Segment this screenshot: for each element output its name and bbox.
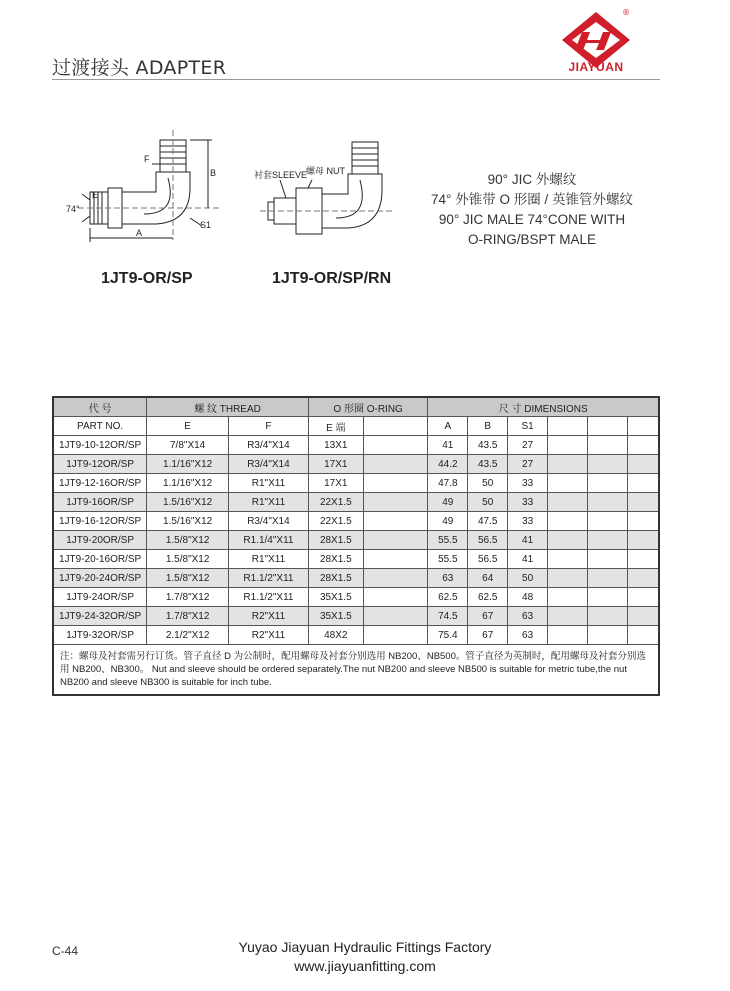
cell-dim-s1: 27 — [508, 455, 548, 474]
cell-blank — [363, 455, 428, 474]
cell-blank — [627, 436, 659, 455]
cell-blank — [627, 531, 659, 550]
table-group-header-row — [53, 397, 659, 417]
table-row — [53, 607, 659, 626]
description-line: 90° JIC 外螺纹 — [487, 172, 577, 187]
cell-dim-b: 64 — [468, 569, 508, 588]
company-name: Yuyao Jiayuan Hydraulic Fittings Factory — [238, 939, 492, 955]
cell-blank — [587, 531, 627, 550]
cell-dim-a: 55.5 — [428, 550, 468, 569]
dim-label-e: E — [92, 190, 99, 200]
cell-blank — [587, 512, 627, 531]
cell-thread-f: R1.1/4"X11 — [229, 531, 309, 550]
cell-blank — [627, 512, 659, 531]
description-line: 90° JIC MALE 74°CONE WITH — [438, 212, 626, 227]
cell-blank — [627, 455, 659, 474]
cell-dim-b: 50 — [468, 474, 508, 493]
description-line: 74° 外锥带 O 形圈 / 英锥管外螺纹 — [431, 192, 633, 207]
cell-oring: 35X1.5 — [308, 607, 363, 626]
cell-part-no: 1JT9-32OR/SP — [53, 626, 147, 645]
cell-blank — [363, 607, 428, 626]
header-rule — [52, 79, 660, 80]
cell-oring: 35X1.5 — [308, 588, 363, 607]
cell-thread-e: 1.1/16"X12 — [147, 455, 229, 474]
cell-blank — [587, 607, 627, 626]
cell-blank — [548, 626, 588, 645]
header-part-no: PART NO. — [53, 417, 147, 436]
cell-blank — [627, 550, 659, 569]
cell-blank — [548, 607, 588, 626]
cell-thread-e: 1.5/8"X12 — [147, 550, 229, 569]
specification-table — [52, 396, 660, 696]
elbow-fitting-drawing-left — [60, 130, 230, 250]
page-title: 过渡接头 ADAPTER — [52, 57, 227, 79]
cell-thread-e: 2.1/2"X12 — [147, 626, 229, 645]
cell-blank — [587, 550, 627, 569]
fitting-description — [412, 170, 652, 250]
cell-dim-b: 43.5 — [468, 455, 508, 474]
table-row — [53, 550, 659, 569]
sleeve-label: 衬套SLEEVE — [254, 170, 308, 180]
header-dimensions: 尺 寸 DIMENSIONS — [428, 397, 659, 417]
cell-dim-s1: 27 — [508, 436, 548, 455]
cell-dim-a: 41 — [428, 436, 468, 455]
cell-oring: 48X2 — [308, 626, 363, 645]
cell-blank — [548, 550, 588, 569]
cell-blank — [363, 626, 428, 645]
cell-oring: 28X1.5 — [308, 531, 363, 550]
cell-part-no: 1JT9-12OR/SP — [53, 455, 147, 474]
cell-blank — [587, 436, 627, 455]
header-blank — [587, 417, 627, 436]
cell-dim-b: 62.5 — [468, 588, 508, 607]
cell-blank — [363, 474, 428, 493]
cell-dim-s1: 33 — [508, 474, 548, 493]
cell-oring: 17X1 — [308, 455, 363, 474]
cell-part-no: 1JT9-20-16OR/SP — [53, 550, 147, 569]
cell-blank — [548, 569, 588, 588]
cell-blank — [363, 436, 428, 455]
header-blank — [548, 417, 588, 436]
table-sub-header-row — [53, 417, 659, 436]
cell-thread-f: R1.1/2"X11 — [229, 569, 309, 588]
cell-oring: 22X1.5 — [308, 512, 363, 531]
cell-part-no: 1JT9-20OR/SP — [53, 531, 147, 550]
cell-blank — [363, 588, 428, 607]
cell-dim-s1: 48 — [508, 588, 548, 607]
cell-part-no: 1JT9-10-12OR/SP — [53, 436, 147, 455]
cell-blank — [587, 455, 627, 474]
table-row — [53, 455, 659, 474]
cell-dim-s1: 41 — [508, 550, 548, 569]
dim-label-f: F — [144, 154, 150, 164]
cell-dim-a: 62.5 — [428, 588, 468, 607]
table-row — [53, 626, 659, 645]
cell-blank — [587, 569, 627, 588]
description-line: O-RING/BSPT MALE — [467, 232, 597, 247]
cell-thread-e: 1.5/16"X12 — [147, 512, 229, 531]
header-s1: S1 — [508, 417, 548, 436]
dim-label-a: A — [136, 228, 143, 238]
cell-dim-a: 75.4 — [428, 626, 468, 645]
cell-blank — [363, 493, 428, 512]
cell-blank — [587, 626, 627, 645]
table-row — [53, 436, 659, 455]
cell-dim-a: 55.5 — [428, 531, 468, 550]
cell-thread-f: R1"X11 — [229, 474, 309, 493]
cell-blank — [548, 531, 588, 550]
cell-blank — [363, 531, 428, 550]
cell-dim-b: 67 — [468, 626, 508, 645]
cell-oring: 28X1.5 — [308, 550, 363, 569]
cell-blank — [627, 607, 659, 626]
header-e: E — [147, 417, 229, 436]
cell-dim-a: 49 — [428, 512, 468, 531]
table-row — [53, 588, 659, 607]
cell-blank — [627, 588, 659, 607]
cell-thread-e: 1.7/8"X12 — [147, 588, 229, 607]
cell-thread-f: R1.1/2"X11 — [229, 588, 309, 607]
registered-mark: ® — [622, 8, 630, 17]
cell-part-no: 1JT9-16-12OR/SP — [53, 512, 147, 531]
cell-dim-s1: 33 — [508, 512, 548, 531]
cell-blank — [548, 455, 588, 474]
header-blank — [627, 417, 659, 436]
cell-oring: 17X1 — [308, 474, 363, 493]
cell-blank — [627, 493, 659, 512]
header-oring: O 形圈 O-RING — [308, 397, 428, 417]
cell-thread-f: R2"X11 — [229, 607, 309, 626]
cell-dim-a: 47.8 — [428, 474, 468, 493]
cell-blank — [587, 474, 627, 493]
cell-thread-e: 7/8"X14 — [147, 436, 229, 455]
cell-thread-e: 1.5/8"X12 — [147, 531, 229, 550]
model-label-left: 1JT9-OR/SP — [101, 270, 193, 287]
cell-blank — [587, 493, 627, 512]
cell-dim-a: 44.2 — [428, 455, 468, 474]
cell-blank — [363, 569, 428, 588]
cell-thread-e: 1.5/8"X12 — [147, 569, 229, 588]
dim-label-s1: S1 — [200, 220, 212, 230]
nut-label: 螺母 NUT — [306, 166, 345, 176]
cell-dim-b: 47.5 — [468, 512, 508, 531]
cell-dim-s1: 41 — [508, 531, 548, 550]
cell-dim-b: 43.5 — [468, 436, 508, 455]
cell-thread-f: R1"X11 — [229, 550, 309, 569]
cell-part-no: 1JT9-24OR/SP — [53, 588, 147, 607]
cell-thread-f: R3/4"X14 — [229, 512, 309, 531]
cell-blank — [548, 588, 588, 607]
cell-dim-a: 63 — [428, 569, 468, 588]
model-label-right: 1JT9-OR/SP/RN — [272, 270, 392, 287]
cell-dim-s1: 63 — [508, 607, 548, 626]
cell-blank — [587, 588, 627, 607]
cell-thread-f: R3/4"X14 — [229, 436, 309, 455]
cell-blank — [363, 512, 428, 531]
cell-blank — [627, 474, 659, 493]
table-row — [53, 493, 659, 512]
cell-dim-b: 56.5 — [468, 550, 508, 569]
cell-blank — [548, 493, 588, 512]
cell-blank — [627, 569, 659, 588]
dim-label-angle: 74° — [66, 204, 80, 214]
header-f: F — [229, 417, 309, 436]
table-note-row — [53, 645, 659, 696]
header-b: B — [468, 417, 508, 436]
table-row — [53, 512, 659, 531]
cell-dim-a: 49 — [428, 493, 468, 512]
table-row — [53, 569, 659, 588]
table-row — [53, 474, 659, 493]
cell-thread-e: 1.1/16"X12 — [147, 474, 229, 493]
cell-part-no: 1JT9-12-16OR/SP — [53, 474, 147, 493]
cell-dim-b: 67 — [468, 607, 508, 626]
cell-thread-f: R2"X11 — [229, 626, 309, 645]
cell-dim-a: 74.5 — [428, 607, 468, 626]
cell-part-no: 1JT9-20-24OR/SP — [53, 569, 147, 588]
cell-thread-e: 1.7/8"X12 — [147, 607, 229, 626]
header-e-end: E 端 — [308, 417, 363, 436]
header-code: 代 号 — [53, 397, 147, 417]
brand-name: JIAYUAN — [568, 60, 624, 74]
cell-blank — [548, 436, 588, 455]
elbow-fitting-drawing-right — [252, 136, 402, 246]
dim-label-b: B — [210, 168, 217, 178]
cell-dim-b: 50 — [468, 493, 508, 512]
company-website: www.jiayuanfitting.com — [294, 958, 436, 974]
cell-dim-s1: 33 — [508, 493, 548, 512]
table-row — [53, 531, 659, 550]
page-number: C-44 — [52, 944, 79, 958]
cell-dim-s1: 50 — [508, 569, 548, 588]
table-note: 注：螺母及衬套需另行订货。管子直径 D 为公制时，配用螺母及衬套分别选用 NB200、NB500。管子直径为英制时，配用螺母及衬套分别选用 NB200、NB300。 Nut and sleeve should be ordered separately.The nut NB200 and sleeve NB500 is suitable for metric tube,the nut NB200 and sleeve NB300 is suitable for inch tube. — [53, 645, 659, 696]
cell-thread-f: R3/4"X14 — [229, 455, 309, 474]
cell-oring: 13X1 — [308, 436, 363, 455]
footer-company-block — [0, 938, 730, 976]
header-blank — [363, 417, 428, 436]
cell-dim-s1: 63 — [508, 626, 548, 645]
cell-thread-e: 1.5/16"X12 — [147, 493, 229, 512]
cell-blank — [548, 512, 588, 531]
header-thread: 螺 纹 THREAD — [147, 397, 309, 417]
cell-blank — [363, 550, 428, 569]
cell-thread-f: R1"X11 — [229, 493, 309, 512]
cell-blank — [548, 474, 588, 493]
cell-dim-b: 56.5 — [468, 531, 508, 550]
cell-oring: 22X1.5 — [308, 493, 363, 512]
cell-oring: 28X1.5 — [308, 569, 363, 588]
header-a: A — [428, 417, 468, 436]
cell-part-no: 1JT9-16OR/SP — [53, 493, 147, 512]
cell-blank — [627, 626, 659, 645]
cell-part-no: 1JT9-24-32OR/SP — [53, 607, 147, 626]
